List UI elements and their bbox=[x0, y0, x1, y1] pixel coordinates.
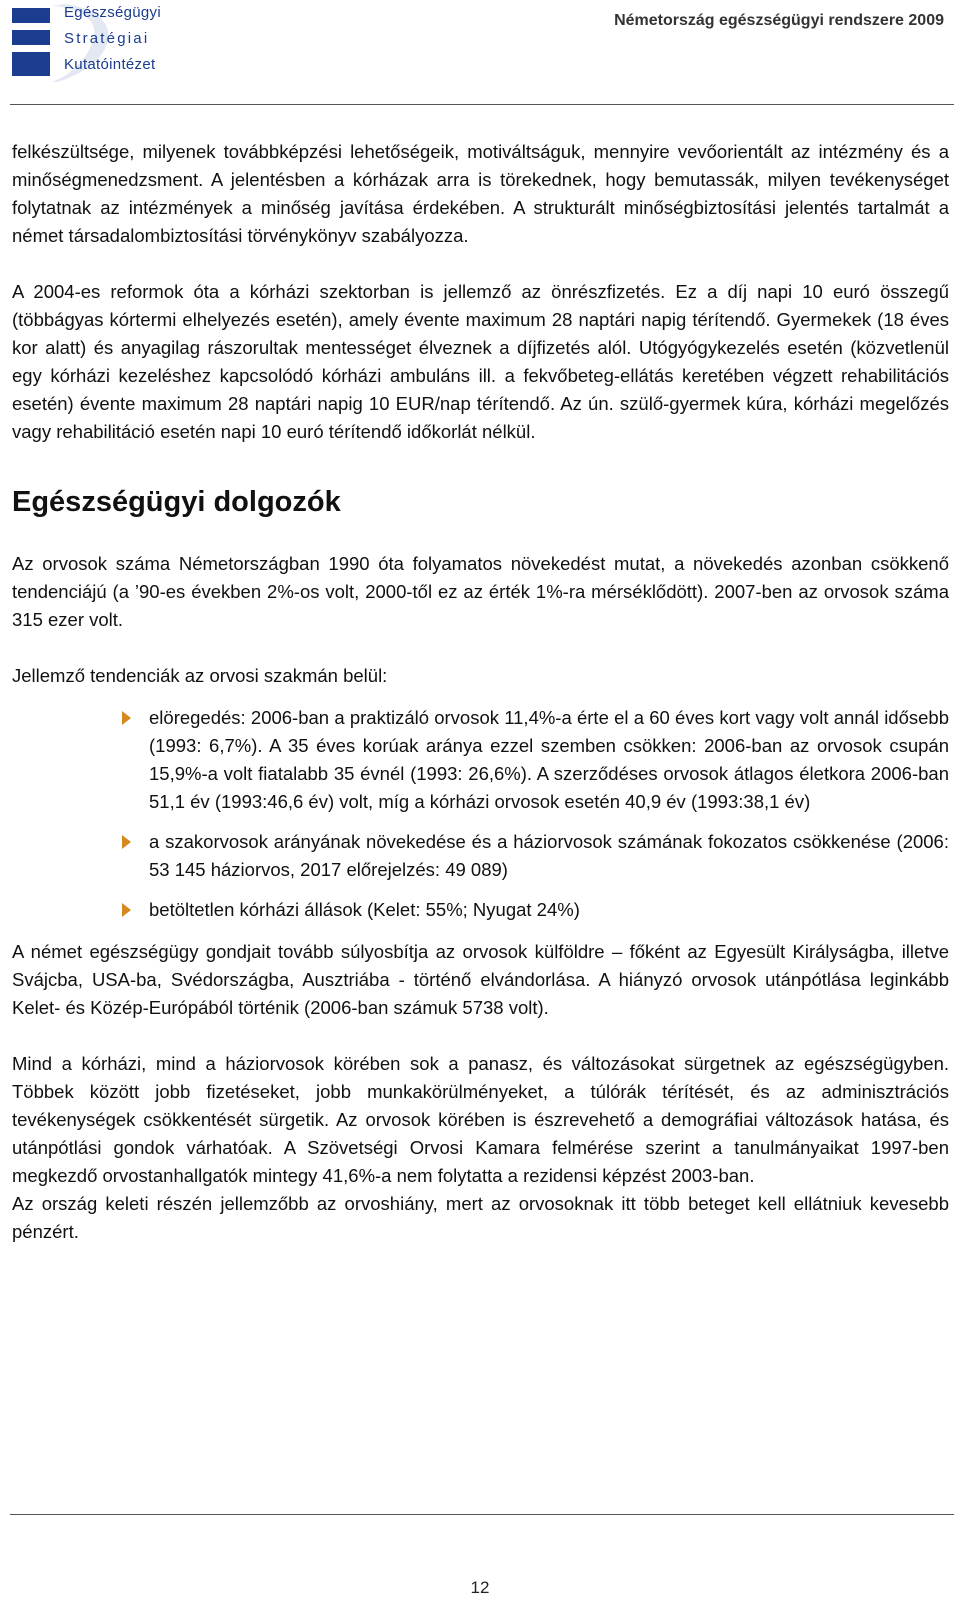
paragraph-east-shortage: Az ország keleti részén jellemzőbb az orvoshiány, mert az orvosoknak itt több beteget kell ellátniuk kevesebb pénzért. bbox=[12, 1193, 949, 1242]
trends-list bbox=[12, 704, 949, 924]
paragraph-copayment: A 2004-es reformok óta a kórházi szektorban is jellemző az önrészfizetés. Ez a díj napi 10 euró összegű (többágyas kórtermi elhelyezés esetén), amely évente maximum 28 naptári napig térítendő. Gyermekek (18 éves kor alatt) és anyagilag rászorultak mentességet élveznek a díjfizetés alól. Utógyógykezelés esetén (közvetlenül egy kórházi kezeléshez kapcsolódó kórházi ambuláns ill. a fekvőbeteg-ellátás keretében végzett rehabilitációs esetén) évente maximum 28 naptári napig 10 EUR/nap térítendő. Az ún. szülő-gyermek kúra, kórházi megelőzés vagy rehabilitáció esetén napi 10 euró térítendő időkorlát nélkül. bbox=[12, 281, 949, 442]
triangle-right-icon bbox=[122, 903, 131, 917]
logo-line-3: Kutatóintézet bbox=[64, 56, 156, 73]
list-item-text: a szakorvosok arányának növekedése és a háziorvosok számának fokozatos csökkenése (2006: 53 145 háziorvos, 2017 előrejelzés: 49 089) bbox=[149, 831, 949, 880]
logo-bar-4 bbox=[12, 66, 50, 76]
logo-bar-2 bbox=[12, 30, 50, 45]
paragraph-doctor-count: Az orvosok száma Németországban 1990 óta folyamatos növekedést mutat, a növekedés azonban csökkenő tendenciájú (a ’90-es években 2%-os volt, 2000-től ez az érték 1%-ra mérséklődött). 2007-ben az orvosok száma 315 ezer volt. bbox=[12, 553, 949, 630]
triangle-right-icon bbox=[122, 835, 131, 849]
list-item bbox=[12, 828, 949, 884]
logo-line-1: Egészségügyi bbox=[64, 4, 161, 21]
page-number: 12 bbox=[470, 1578, 490, 1597]
logo-line-2: Stratégiai bbox=[64, 30, 150, 47]
header-divider bbox=[10, 104, 954, 105]
paragraph-complaints: Mind a kórházi, mind a háziorvosok körében sok a panasz, és változásokat sürgetnek az egészségügyben. Többek között jobb fizetéseket, jobb munkakörülményeket, a túlórák térítését, és az adminisztrációs tevékenységek csökkentését sürgetik. Az orvosok körében is észrevehető a demográfiai változások hatása, és utánpótlási gondok várhatóak. A Szövetségi Orvosi Kamara felmérése szerint a tanulmányaikat 1997-ben megkezdő orvostanhallgatók mintegy 41,6%-a nem folytatta a rezidensi képzést 2003-ban. bbox=[12, 1053, 949, 1186]
paragraph-trends-intro: Jellemző tendenciák az orvosi szakmán belül: bbox=[12, 665, 388, 686]
footer-divider bbox=[10, 1514, 954, 1515]
main-content bbox=[12, 138, 949, 1246]
page-header bbox=[0, 0, 960, 108]
list-item-text: elöregedés: 2006-ban a praktizáló orvosok 11,4%-a érte el a 60 éves kort vagy volt annál idősebb (1993: 6,7%). A 35 éves korúak aránya ezzel szemben csökken: 2006-ban az orvosok csupán 15,9%-a volt fiatalabb 35 évnél (1993: 26,6%). A szerződéses orvosok átlagos életkora 2006-ban 51,1 év (1993:46,6 év) volt, míg a kórházi orvosok esetén 40,9 év (1993:38,1 év) bbox=[149, 707, 949, 812]
list-item-text: betöltetlen kórházi állások (Kelet: 55%; Nyugat 24%) bbox=[149, 899, 580, 920]
section-heading: Egészségügyi dolgozók bbox=[12, 486, 341, 518]
paragraph-quality-report: felkészültsége, milyenek továbbképzési lehetőségeik, motiváltságuk, mennyire vevőorientált az intézmény és a minőségmenedzsment. A jelentésben a kórházak arra is törekednek, hogy bemutassák, milyen tevékenységet folytatnak az intézmények a minőség javítása érdekében. A strukturált minőségbiztosítási jelentés tartalmát a német társadalombiztosítási törvénykönyv szabályozza. bbox=[12, 141, 949, 246]
logo-bar-1 bbox=[12, 8, 50, 23]
triangle-right-icon bbox=[122, 711, 131, 725]
document-title: Németország egészségügyi rendszere 2009 bbox=[614, 12, 944, 29]
paragraph-emigration: A német egészségügy gondjait tovább súlyosbítja az orvosok külföldre – főként az Egyesült Királyságba, illetve Svájcba, USA-ba, Svédországba, Ausztriába - történő elvándorlása. A hiányzó orvosok utánpótlása leginkább Kelet- és Közép-Európából történik (2006-ban számuk 5738 volt). bbox=[12, 941, 949, 1018]
logo-bar-3 bbox=[12, 52, 50, 67]
logo bbox=[12, 4, 172, 84]
list-item bbox=[12, 704, 949, 816]
list-item bbox=[12, 896, 949, 924]
